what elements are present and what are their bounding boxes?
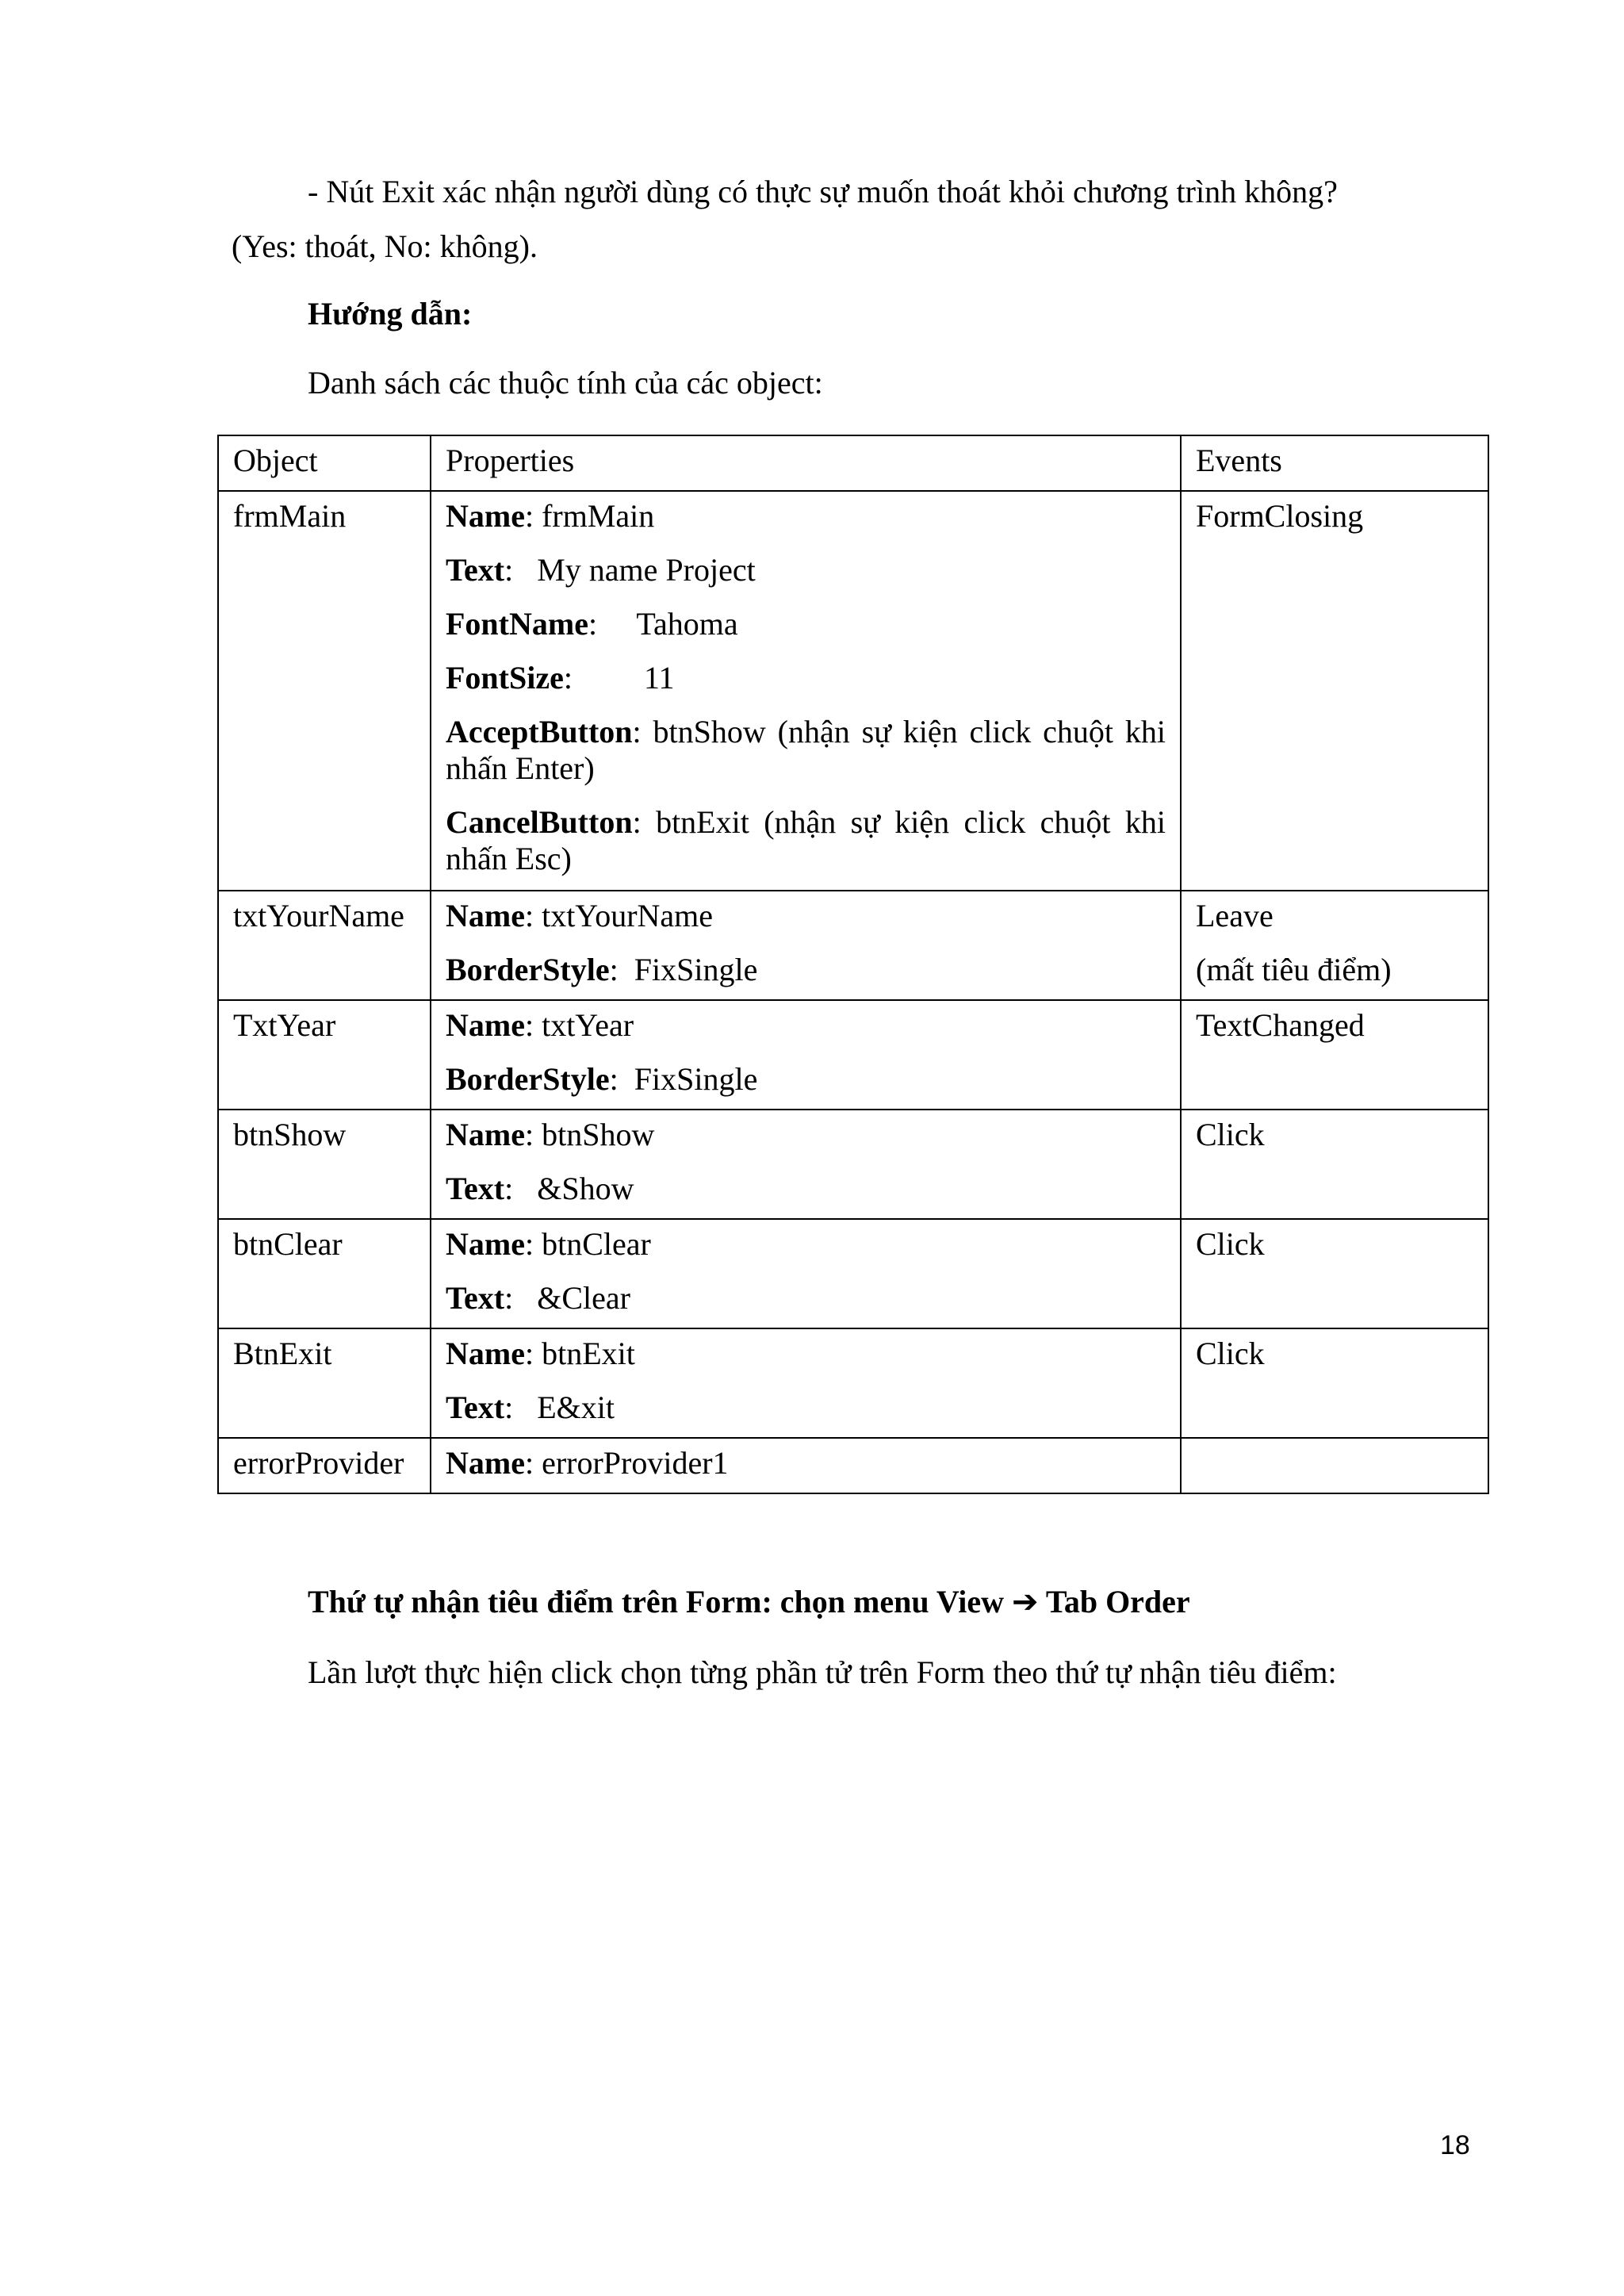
object-cell (218, 1328, 431, 1438)
property-line (446, 492, 1166, 535)
property-value: : My name Project (504, 552, 756, 588)
intro-line-1: - Nút Exit xác nhận người dùng có thực sự muốn thoát khỏi chương trình không? (308, 174, 1338, 209)
properties-cell (431, 1000, 1181, 1110)
property-key: FontName (446, 606, 588, 642)
page-number: 18 (1440, 2130, 1470, 2160)
events-cell (1181, 1438, 1488, 1493)
property-line (446, 1220, 1166, 1263)
property-value: : FixSingle (609, 1061, 758, 1097)
property-value: : btnExit (nhận sự kiện click chuột khi nhấn Esc) (446, 804, 1166, 876)
properties-cell (431, 891, 1181, 1000)
property-key: CancelButton (446, 804, 633, 840)
events-cell (1181, 1110, 1488, 1219)
header-object: Object (218, 435, 431, 491)
events-cell (1181, 491, 1488, 891)
events-cell (1181, 1000, 1488, 1110)
tab-order-heading (308, 1578, 1190, 1626)
property-line (446, 552, 1166, 588)
list-intro: Danh sách các thuộc tính của các object: (308, 365, 823, 401)
property-value: : frmMain (524, 498, 655, 534)
guide-heading: Hướng dẫn: (308, 296, 473, 332)
property-value: : E&xit (504, 1389, 615, 1425)
object-cell (218, 1438, 431, 1493)
properties-cell (431, 491, 1181, 891)
events-cell (1181, 891, 1488, 1000)
property-key: Name (446, 1117, 525, 1152)
object-name: frmMain (233, 498, 347, 534)
event-name: Leave (1196, 898, 1274, 933)
property-key: Name (446, 1336, 525, 1371)
table-row (218, 1110, 1488, 1219)
events-cell (1181, 1219, 1488, 1328)
object-name: txtYourName (233, 898, 404, 933)
property-line (446, 952, 1166, 998)
property-line (446, 1389, 1166, 1435)
event-name: TextChanged (1196, 1007, 1365, 1043)
property-line (446, 804, 1166, 887)
properties-cell (431, 1438, 1181, 1493)
intro-line-2: (Yes: thoát, No: không). (232, 228, 538, 264)
table-header-row (218, 435, 1488, 491)
property-line (446, 891, 1166, 934)
property-value: : &Show (504, 1171, 634, 1206)
property-value: : Tahoma (588, 606, 738, 642)
event-name: Click (1196, 1336, 1265, 1371)
header-properties: Properties (431, 435, 1181, 491)
table-row (218, 1328, 1488, 1438)
events-cell (1181, 1328, 1488, 1438)
property-key: Text (446, 1389, 505, 1425)
object-name: btnClear (233, 1226, 343, 1262)
property-line (446, 1061, 1166, 1107)
property-value: : 11 (563, 660, 675, 696)
event-name: Click (1196, 1226, 1265, 1262)
table-row (218, 1219, 1488, 1328)
event-name: FormClosing (1196, 498, 1364, 534)
property-key: Name (446, 1226, 525, 1262)
property-key: FontSize (446, 660, 564, 696)
property-value: : txtYourName (524, 898, 714, 933)
property-value: : &Clear (504, 1280, 630, 1316)
property-key: Name (446, 898, 525, 933)
property-line (446, 606, 1166, 642)
property-line (446, 1439, 1166, 1491)
table-body (218, 435, 1488, 1493)
property-key: Text (446, 1280, 505, 1316)
arrow-right-icon: ➔ (1012, 1584, 1039, 1620)
object-cell (218, 1219, 431, 1328)
property-line (446, 714, 1166, 787)
object-cell (218, 491, 431, 891)
event-name: Click (1196, 1117, 1265, 1152)
table-row (218, 1438, 1488, 1493)
object-name: TxtYear (233, 1007, 336, 1043)
property-value: : btnExit (524, 1336, 635, 1371)
property-value: : btnShow (nhận sự kiện click chuột khi nhấn Enter) (446, 714, 1166, 786)
object-name: btnShow (233, 1117, 347, 1152)
tab-order-heading-target: Tab Order (1045, 1584, 1190, 1619)
tab-order-heading-text: Thứ tự nhận tiêu điểm trên Form: chọn menu View (308, 1584, 1005, 1619)
property-value: : errorProvider1 (524, 1445, 729, 1481)
property-key: BorderStyle (446, 1061, 610, 1097)
property-key: Text (446, 552, 505, 588)
property-line (446, 660, 1166, 696)
table-row (218, 891, 1488, 1000)
property-key: Name (446, 1445, 525, 1481)
object-cell (218, 1110, 431, 1219)
property-value: : FixSingle (609, 952, 758, 987)
object-name: BtnExit (233, 1336, 332, 1371)
tab-order-instruction: Lần lượt thực hiện click chọn từng phần tử trên Form theo thứ tự nhận tiêu điểm: (308, 1654, 1337, 1690)
property-key: Text (446, 1171, 505, 1206)
property-value: : btnShow (524, 1117, 655, 1152)
object-cell (218, 891, 431, 1000)
properties-table (217, 435, 1489, 1494)
object-cell (218, 1000, 431, 1110)
object-name: errorProvider (233, 1445, 404, 1481)
properties-cell (431, 1110, 1181, 1219)
table-row (218, 1000, 1488, 1110)
properties-cell (431, 1328, 1181, 1438)
properties-cell (431, 1219, 1181, 1328)
table-row (218, 491, 1488, 891)
header-events: Events (1181, 435, 1488, 491)
event-name: (mất tiêu điểm) (1196, 952, 1392, 987)
property-line (446, 1110, 1166, 1153)
property-key: BorderStyle (446, 952, 610, 987)
property-line (446, 1171, 1166, 1217)
property-key: Name (446, 1007, 525, 1043)
property-value: : txtYear (524, 1007, 634, 1043)
property-line (446, 1329, 1166, 1372)
property-key: AcceptButton (446, 714, 633, 749)
property-line (446, 1001, 1166, 1044)
property-value: : btnClear (524, 1226, 651, 1262)
property-line (446, 1280, 1166, 1326)
property-key: Name (446, 498, 525, 534)
